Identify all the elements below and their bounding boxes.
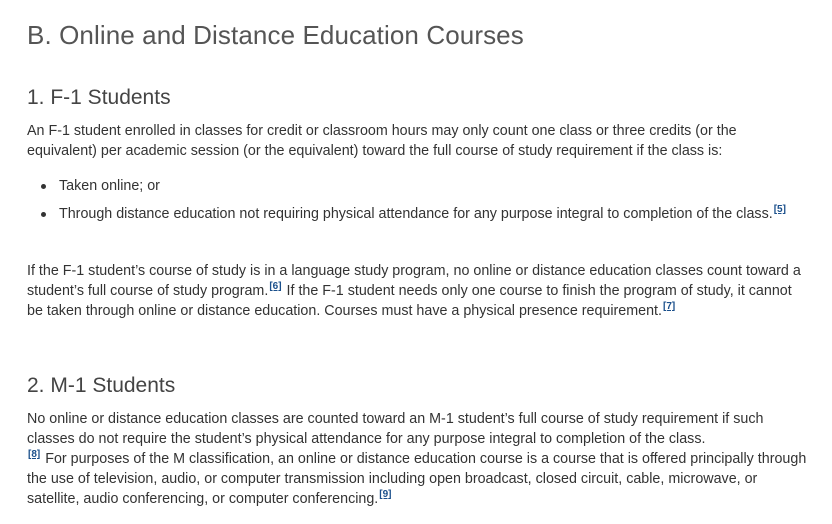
list-item — [27, 204, 797, 224]
m1-students-heading: 2. M-1 Students — [27, 374, 176, 397]
f1-students-heading: 1. F-1 Students — [27, 86, 171, 109]
paragraph-text: If the F-1 student needs only one course to finish the program of study, it cannot be taken through online or distance education. Courses must have a physical presence requirement. — [27, 283, 792, 319]
paragraph-text: No online or distance education classes are counted toward an M-1 student’s full course of study requirement if such classes do not require the student’s physical attendance for any purpose integral to completion of the class. — [27, 411, 764, 447]
footnote-link-5[interactable]: [5] — [773, 204, 786, 216]
list-item-text: Taken online; or — [59, 178, 160, 194]
m1-paragraph — [27, 409, 807, 509]
paragraph-text: If the F-1 student’s course of study is in a language study program, no online or distance education classes count toward a student’s full course of study program. — [27, 263, 801, 299]
paragraph-text: For purposes of the M classification, an online or distance education course is a course that is offered principally through the use of television, audio, or computer transmission including open broadcast, closed circuit, cable, microwave, or satellite, audio conferencing, or computer conferencing. — [27, 451, 807, 507]
footnote-link-8[interactable]: [8] — [28, 449, 41, 461]
f1-conditions-list — [27, 176, 797, 232]
footnote-link-9[interactable]: [9] — [379, 489, 392, 501]
f1-intro-paragraph: An F-1 student enrolled in classes for credit or classroom hours may only count one class or three credits (or the equivalent) per academic session (or the equivalent) toward the full course of study requirement if the class is: — [27, 123, 737, 159]
footnote-link-6[interactable]: [6] — [269, 281, 282, 293]
f1-language-program-paragraph — [27, 261, 807, 321]
bullet-dot-icon — [41, 212, 46, 217]
bullet-dot-icon — [41, 184, 46, 189]
footnote-link-7[interactable]: [7] — [663, 301, 676, 313]
section-title: B. Online and Distance Education Courses — [27, 20, 524, 50]
list-item — [27, 176, 797, 196]
list-item-text: Through distance education not requiring physical attendance for any purpose integral to completion of the class. — [59, 206, 773, 222]
